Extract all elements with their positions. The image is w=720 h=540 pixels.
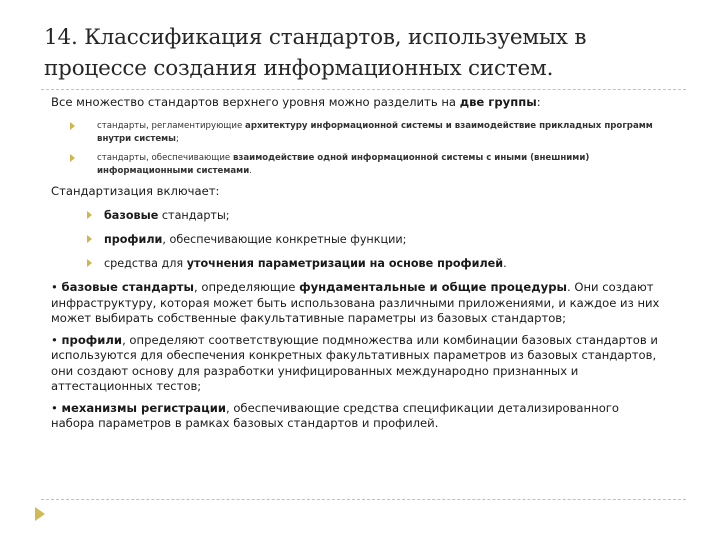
intro-tail: : (536, 95, 541, 109)
item-bold: профили (104, 233, 163, 246)
paragraph-base-standards (51, 280, 661, 327)
triangle-bullet-icon (87, 211, 92, 219)
group-tail: ; (175, 133, 179, 144)
intro-lead: Все множество стандартов верхнего уровня можно разделить на (51, 95, 460, 109)
standardization-list (51, 208, 661, 271)
group-text: стандарты, обеспечивающие (97, 152, 233, 163)
slide-title: 14. Классификация стандартов, используемых в процессе создания информационных систем. (44, 25, 587, 81)
item-bold: базовые (104, 209, 159, 222)
para-bold: механизмы регистрации (61, 400, 226, 415)
triangle-bullet-icon (87, 235, 92, 243)
standardization-item (51, 208, 661, 223)
group-tail: . (249, 165, 252, 176)
group-bold: взаимодействие одной информационной системы с иными (внешними) информационными системами (97, 152, 590, 176)
intro-text (51, 95, 661, 111)
para-text: , обеспечивающие средства спецификации детализированного набора параметров в рамках базовых стандартов и профилей. (51, 400, 619, 430)
group-item (51, 152, 661, 178)
para-bold: профили (61, 332, 123, 347)
standardization-heading: Стандартизация включает: (51, 183, 220, 198)
triangle-bullet-icon (70, 122, 75, 130)
bullet: • (51, 280, 62, 294)
para-bold: фундаментальные и общие процедуры (299, 280, 567, 294)
triangle-bullet-icon (70, 154, 75, 162)
group-text: стандарты, регламентирующие (97, 120, 246, 131)
standardization-item (51, 256, 661, 271)
item-tail: стандарты; (158, 209, 230, 222)
para-bold: базовые стандарты (61, 280, 194, 294)
item-text: средства для (104, 257, 187, 270)
para-text: . Они создают инфраструктуру, которая может быть использована различными приложениями, и каждое из них может выбирать собственные факультативные параметры из базовых стандартов; (51, 280, 660, 325)
para-text: , определяют соответствующие подмножества или комбинации базовых стандартов и используются для обеспечения конкретных факультативных параметров из базовых стандартов, они создают основу для разработки унифицированных международно признанных и аттестационных тестов; (51, 332, 658, 393)
item-bold: уточнения параметризации на основе профилей (186, 257, 504, 270)
para-text: , определяющие (194, 280, 300, 294)
triangle-bullet-icon (87, 259, 92, 267)
item-tail: , обеспечивающие конкретные функции; (162, 233, 407, 246)
paragraph-registration (51, 401, 661, 432)
standardization-item (51, 232, 661, 247)
paragraph-profiles (51, 333, 661, 395)
group-item (51, 120, 661, 146)
groups-list (51, 120, 661, 178)
bullet: • (51, 400, 62, 415)
group-bold: архитектуру информационной системы и взаимодействие прикладных программ внутри системы (97, 120, 653, 144)
item-tail: . (503, 257, 507, 270)
slide-content (51, 95, 661, 438)
corner-triangle-icon (35, 507, 45, 521)
bullet: • (51, 332, 62, 347)
intro-bold: две группы (459, 95, 537, 109)
bottom-divider (41, 499, 686, 500)
top-divider (41, 89, 686, 90)
